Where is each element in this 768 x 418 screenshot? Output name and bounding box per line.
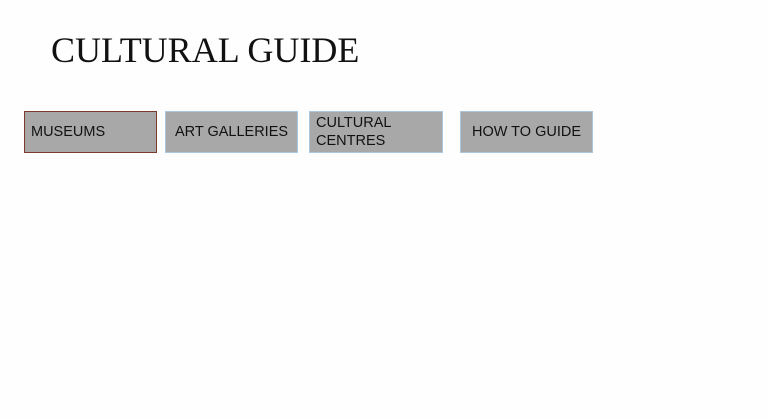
page-title: CULTURAL GUIDE — [51, 30, 360, 70]
nav-how-to-guide-label: HOW TO GUIDE — [471, 124, 582, 140]
nav-cultural-centres-label: CULTURAL CENTRES — [316, 115, 391, 149]
nav-museums-label: MUSEUMS — [31, 124, 106, 140]
nav-cultural-centres-button[interactable] — [309, 111, 443, 153]
nav-museums-button[interactable] — [24, 111, 157, 153]
nav-how-to-guide-button[interactable] — [460, 111, 593, 153]
nav-art-galleries-label: ART GALLERIES — [174, 124, 289, 140]
nav-art-galleries-button[interactable] — [165, 111, 298, 153]
